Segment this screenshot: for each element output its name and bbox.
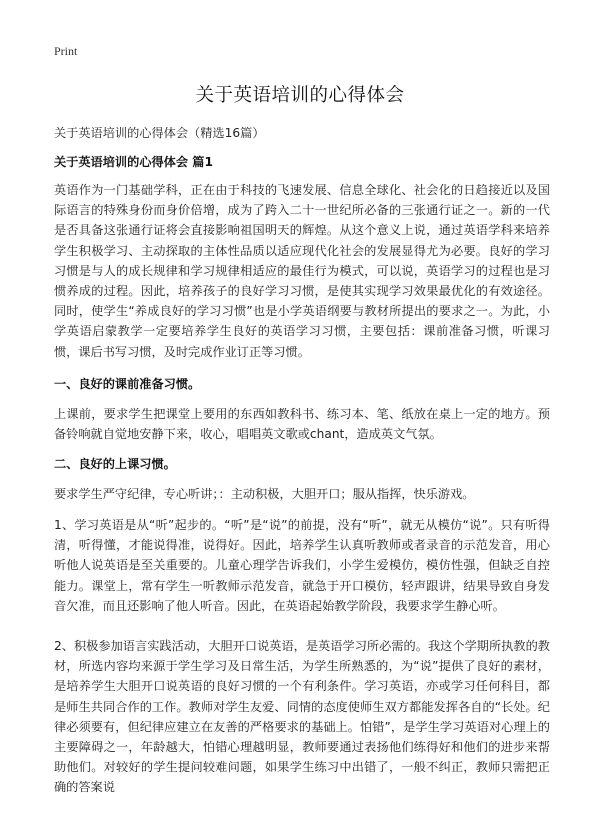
section1-paragraph: 上课前，要求学生把课堂上要用的东西如教科书、练习本、笔、纸放在桌上一定的地方。预备铃响就自觉地安静下来，收心，唱唱英文歌或chant，造成英文气氛。: [54, 407, 550, 442]
section2-item1: 1、学习英语是从“听”起步的。“听”是“说”的前提，没有“听”，就无从模仿“说”。只有听得清，听得懂，才能说得准，说得好。因此，培养学生认真听教师或者录音的示范发音，用心听他人说英语是至关重要的。儿童心理学告诉我们，小学生爱模仿，模仿性强，但缺乏自控能力。课堂上，常有学生一听教师示范发音，就急于开口模仿，轻声跟讲，结果导致自身发音欠准，而且还影响了他人听音。因此，在英语起始教学阶段，我要求学生静心听。: [54, 518, 550, 613]
section1-heading: 一、良好的课前准备习惯。: [54, 377, 201, 391]
document-title: 关于英语培训的心得体会: [195, 85, 405, 106]
section2-heading: 二、良好的上课习惯。: [54, 457, 176, 471]
document-subtitle: 关于英语培训的心得体会（精选16篇）: [54, 126, 265, 140]
section2-item2: 2、积极参加语言实践活动，大胆开口说英语，是英语学习所必需的。我这个学期所执教的教材，所选内容均来源于学生学习及日常生活，为学生所熟悉的，为“说”提供了良好的素材，是培养学生大胆开口说英语的良好习惯的一个有利条件。学习英语，亦或学习任何科目，都是师生共同合作的工作。教师对学生友爱、同情的态度使师生双方都能发挥各自的“长处。纪律必须要有，但纪律应建立在友善的严格要求的基础上。怕错”，是学生学习英语对心理上的主要障碍之一，年龄越大，怕错心理越明显，教师要通过表扬他们练得好和他们的进步来帮助他们。对较好的学生提问较难问题，如果学生练习中出错了，一般不纠正，教师只需把正确的答案说: [54, 639, 550, 795]
section2-intro: 要求学生严守纪律，专心听讲；：主动积极，大胆开口；服从指挥，快乐游戏。: [54, 487, 475, 501]
part1-heading: 关于英语培训的心得体会 篇1: [54, 155, 213, 169]
print-link[interactable]: Print: [54, 44, 78, 58]
intro-paragraph: 英语作为一门基础学科，正在由于科技的飞速发展、信息全球化、社会化的日趋接近以及国际语言的特殊身份而身价倍增，成为了跨入二十一世纪所必备的三张通行证之一。新的一代是否具备这张通行证将会直接影响祖国明天的辉煌。从这个意义上说，通过英语学科来培养学生积极学习、主动探取的主体性品质以适应现代化社会的发展显得尤为必要。良好的学习习惯是与人的成长规律和学习规律相适应的最佳行为模式，可以说，英语学习的过程也是习惯养成的过程。因此，培养孩子的良好学习习惯，是使其实现学习效果最优化的有效途径。同时，使学生“养成良好的学习习惯”也是小学英语纲要与教材所提出的要求之一。为此，小学英语启蒙教学一定要培养学生良好的英语学习习惯，主要包括：课前准备习惯，听课习惯，课后书写习惯，及时完成作业订正等习惯。: [54, 183, 550, 359]
